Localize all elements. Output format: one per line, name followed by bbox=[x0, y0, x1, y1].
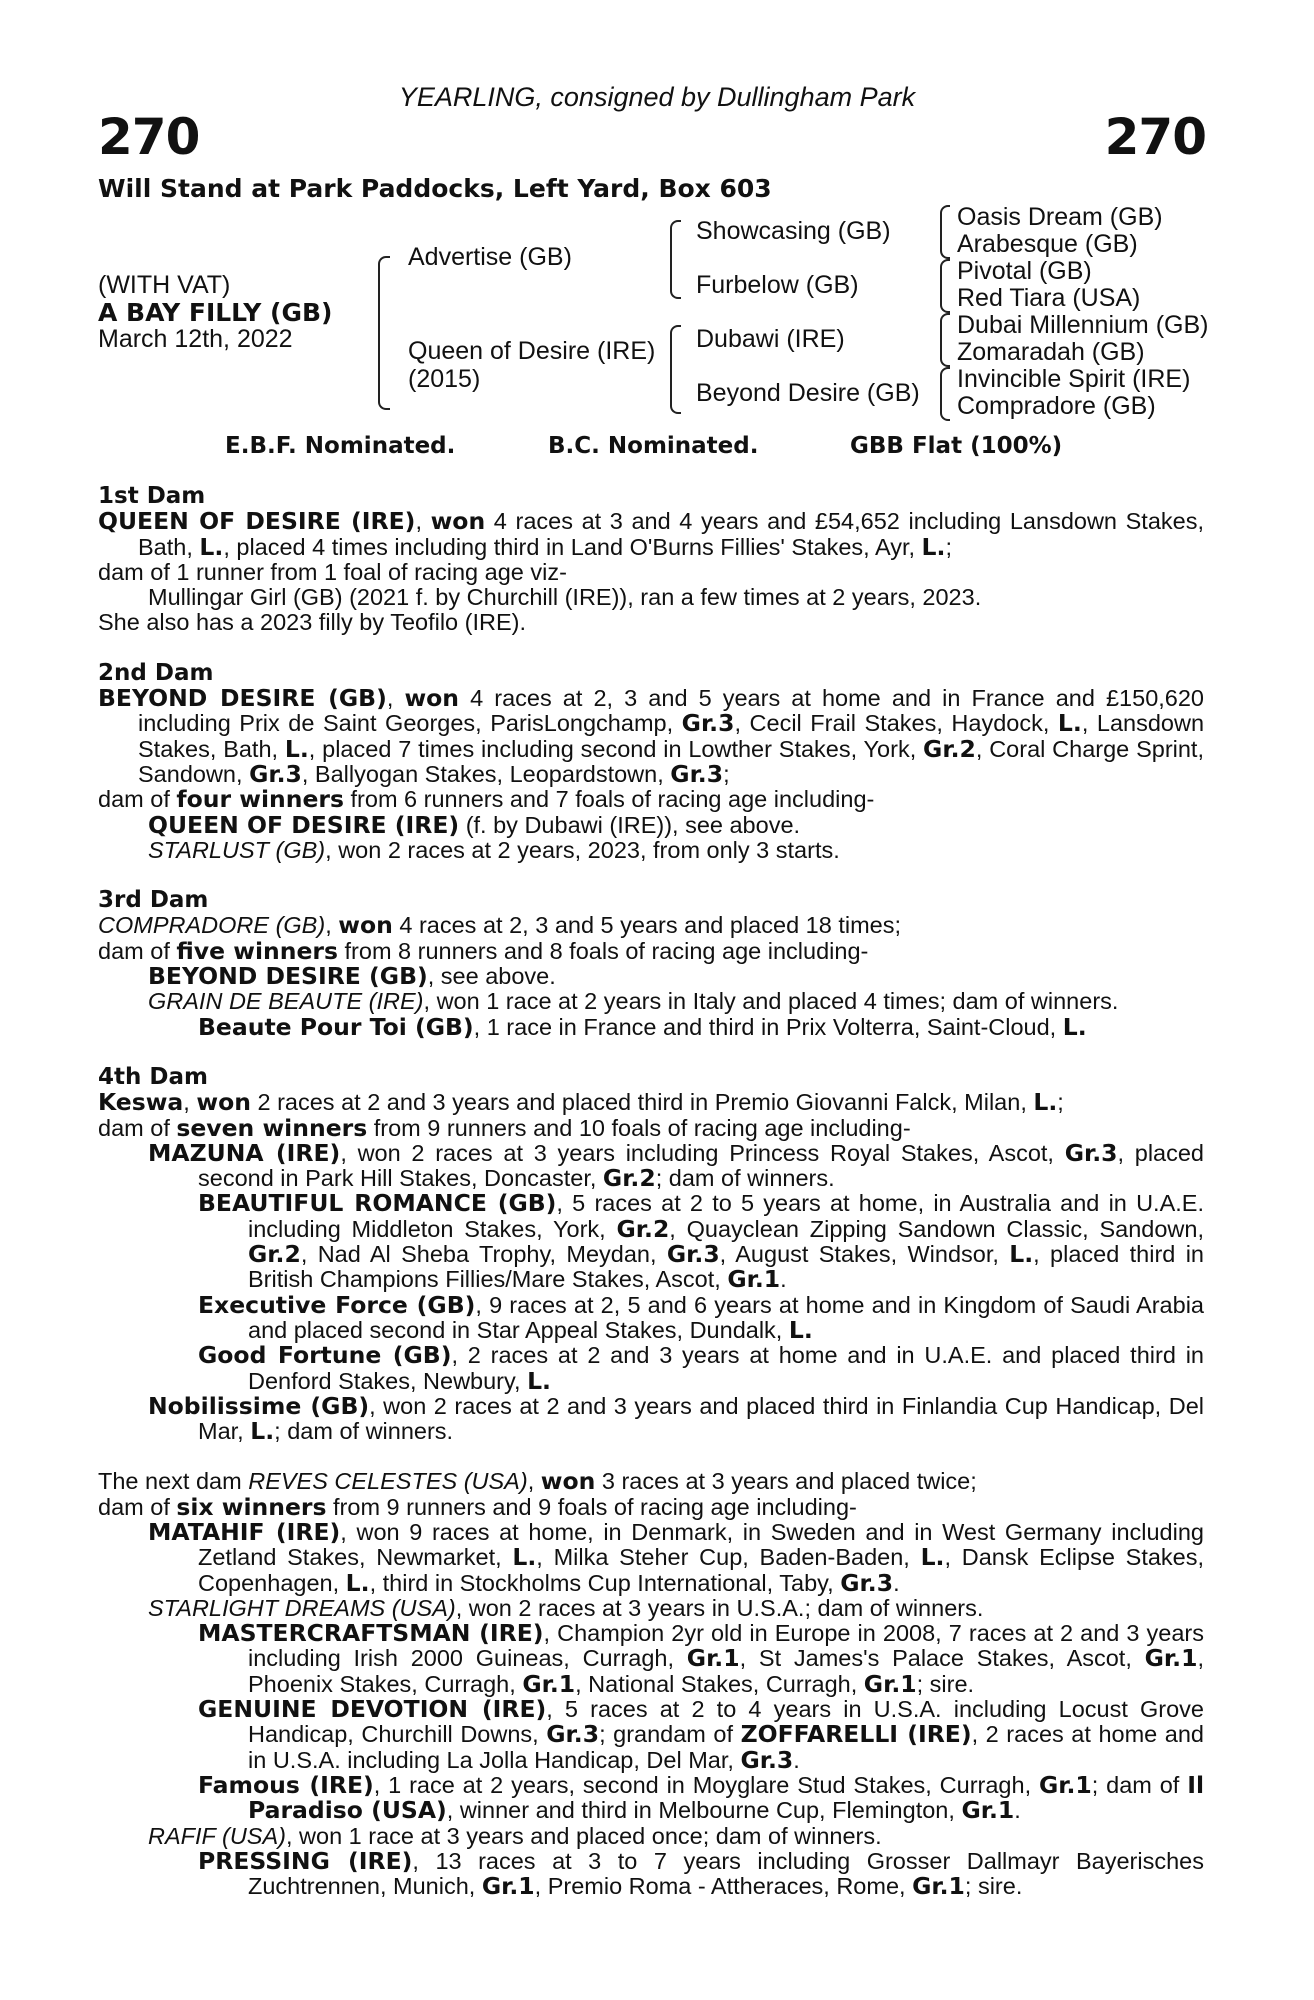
bold-text: won bbox=[338, 911, 393, 940]
bold-text: PRESSING (IRE) bbox=[198, 1846, 413, 1875]
text-run: , Premio Roma - Attheraces, Rome, bbox=[534, 1873, 913, 1900]
text-run: Mullingar Girl (GB) (2021 f. by Churchill (IRE)), ran a few times at 2 years, 2023. bbox=[148, 584, 982, 611]
bold-text: Keswa bbox=[98, 1088, 184, 1117]
bold-text: MAZUNA (IRE) bbox=[148, 1138, 341, 1167]
bold-text: Gr.2 bbox=[923, 734, 976, 763]
dam-dam: Beyond Desire (GB) bbox=[696, 379, 920, 407]
record-paragraph bbox=[98, 686, 1204, 787]
brace-sire bbox=[670, 220, 681, 299]
bold-text: Famous (IRE) bbox=[198, 1770, 374, 1799]
text-run: ; bbox=[723, 760, 730, 787]
brace-g4-1 bbox=[940, 205, 950, 259]
bold-text: L. bbox=[920, 1543, 945, 1572]
text-run: ; grandam of bbox=[599, 1721, 741, 1748]
ancestor-3: Pivotal (GB) bbox=[957, 257, 1092, 285]
record-paragraph bbox=[98, 1492, 1204, 1521]
text-run: , Dansk Eclipse Stakes, Copenhagen, bbox=[198, 1544, 1205, 1596]
record-paragraph bbox=[98, 1824, 1204, 1849]
dam-heading: 1st Dam bbox=[98, 483, 206, 509]
bold-text: Gr.1 bbox=[1144, 1644, 1198, 1673]
bold-text: Gr.1 bbox=[481, 1872, 535, 1901]
italic-text: REVES CELESTES (USA) bbox=[248, 1468, 528, 1495]
ancestor-4: Red Tiara (USA) bbox=[957, 284, 1141, 312]
ancestor-1: Oasis Dream (GB) bbox=[957, 203, 1163, 231]
record-paragraph bbox=[98, 1846, 1204, 1901]
section-gap bbox=[98, 1444, 1204, 1469]
consignment-line: YEARLING, consigned by Dullingham Park bbox=[398, 82, 916, 112]
bold-text: won bbox=[430, 507, 486, 536]
bold-text: Gr.1 bbox=[912, 1872, 965, 1901]
bold-text: GENUINE DEVOTION (IRE) bbox=[198, 1695, 547, 1724]
dam-line-content bbox=[98, 484, 1204, 1899]
bold-text: QUEEN OF DESIRE (IRE) bbox=[148, 810, 460, 839]
record-paragraph bbox=[98, 1012, 1204, 1041]
text-run: , 2 races at 2 and 3 years at home and in U.A.E. and placed third in Denford Stakes, Newbury, bbox=[248, 1342, 1204, 1394]
text-run: , third in Stockholms Cup International, Taby, bbox=[369, 1569, 841, 1596]
record-paragraph bbox=[98, 1596, 1204, 1621]
text-run: , bbox=[325, 912, 339, 939]
italic-text: COMPRADORE (GB) bbox=[98, 912, 326, 939]
text-run: , see above. bbox=[427, 963, 556, 990]
ancestor-2: Arabesque (GB) bbox=[957, 230, 1138, 258]
bold-text: four winners bbox=[176, 785, 344, 814]
text-run: , 1 race in France and third in Prix Volterra, Saint-Cloud, bbox=[473, 1013, 1063, 1040]
bold-text: five winners bbox=[176, 936, 338, 965]
text-run: ; dam of winners. bbox=[655, 1165, 835, 1192]
record-paragraph bbox=[98, 1469, 1204, 1494]
section-gap bbox=[98, 636, 1204, 661]
bold-text: Gr.1 bbox=[1038, 1770, 1092, 1799]
text-run: , won 1 race at 2 years in Italy and placed 4 times; dam of winners. bbox=[423, 988, 1119, 1015]
bold-text: six winners bbox=[176, 1492, 327, 1521]
text-run: from 9 runners and 10 foals of racing age including- bbox=[367, 1114, 911, 1141]
text-run: , St James's Palace Stakes, Ascot, bbox=[739, 1645, 1145, 1672]
dam-year: (2015) bbox=[408, 365, 481, 393]
ancestor-6: Zomaradah (GB) bbox=[957, 338, 1145, 366]
bold-text: L. bbox=[788, 1315, 813, 1344]
record-paragraph bbox=[98, 1697, 1204, 1773]
italic-text: GRAIN DE BEAUTE (IRE) bbox=[148, 988, 424, 1015]
brace-g4-4 bbox=[940, 367, 950, 421]
bold-text: L. bbox=[512, 1543, 537, 1572]
text-run: , bbox=[527, 1468, 541, 1495]
ancestor-7: Invincible Spirit (IRE) bbox=[957, 365, 1191, 393]
text-run: , Coral Charge Sprint, Sandown, bbox=[138, 735, 1204, 787]
bold-text: won bbox=[540, 1467, 596, 1496]
bold-text: Gr.1 bbox=[961, 1796, 1015, 1825]
text-run: 2 races at 2 and 3 years and placed third in Premio Giovanni Falck, Milan, bbox=[250, 1089, 1034, 1116]
record-paragraph bbox=[98, 1113, 1204, 1142]
bold-text: L. bbox=[1009, 1240, 1034, 1269]
record-paragraph bbox=[98, 1090, 1204, 1115]
text-run: , placed third in British Champions Fillies/Mare Stakes, Ascot, bbox=[248, 1241, 1204, 1293]
text-run: from 8 runners and 8 foals of racing age including- bbox=[337, 937, 869, 964]
section-gap bbox=[98, 863, 1204, 888]
bold-text: Gr.2 bbox=[248, 1240, 301, 1269]
text-run: . bbox=[793, 1746, 800, 1773]
text-run: , bbox=[183, 1089, 197, 1116]
bold-text: L. bbox=[921, 532, 946, 561]
text-run: (f. by Dubawi (IRE)), see above. bbox=[459, 811, 801, 838]
text-run: 4 races at 2, 3 and 5 years and placed 18 times; bbox=[392, 912, 902, 939]
foaling-date: March 12th, 2022 bbox=[98, 325, 293, 353]
record-paragraph bbox=[98, 1621, 1204, 1697]
text-run: dam of bbox=[98, 937, 177, 964]
bc-nomination: B.C. Nominated. bbox=[548, 433, 759, 459]
dam-heading: 2nd Dam bbox=[98, 659, 214, 686]
ancestor-8: Compradore (GB) bbox=[957, 392, 1156, 420]
bold-text: ZOFFARELLI (IRE) bbox=[740, 1720, 972, 1749]
text-run: , 13 races at 3 to 7 years including Grosser Dallmayr Bayerisches Zuchtrennen, Munich, bbox=[248, 1847, 1204, 1900]
bold-text: Gr.3 bbox=[546, 1720, 600, 1749]
text-run: dam of bbox=[98, 1114, 177, 1141]
dam-name: Queen of Desire (IRE) bbox=[408, 337, 656, 365]
bold-text: Gr.3 bbox=[670, 759, 724, 788]
bold-text: Gr.3 bbox=[1064, 1138, 1118, 1167]
bold-text: L. bbox=[1033, 1088, 1058, 1117]
sire-sire: Showcasing (GB) bbox=[696, 217, 891, 245]
text-run: , won 9 races at home, in Denmark, in Sweden and in West Germany including Zetland Stakes, Newmarket, bbox=[198, 1518, 1204, 1571]
text-run: , Champion 2yr old in Europe in 2008, 7 races at 2 and 3 years including Irish 2000 Guineas, Curragh, bbox=[248, 1620, 1204, 1672]
text-run: , Quayclean Zipping Sandown Classic, Sandown, bbox=[669, 1215, 1204, 1242]
text-run: , won 2 races at 2 years, 2023, from only 3 starts. bbox=[325, 836, 840, 863]
bold-text: Gr.2 bbox=[616, 1214, 670, 1243]
text-run: from 9 runners and 9 foals of racing age including- bbox=[326, 1493, 857, 1520]
text-run: , placed 7 times including second in Lowther Stakes, York, bbox=[308, 735, 924, 762]
record-paragraph bbox=[98, 610, 1204, 635]
bold-text: BEYOND DESIRE (GB) bbox=[98, 684, 387, 713]
dam-sire: Dubawi (IRE) bbox=[696, 325, 845, 353]
record-paragraph bbox=[98, 989, 1204, 1014]
text-run: , Nad Al Sheba Trophy, Meydan, bbox=[300, 1241, 667, 1268]
sire-dam: Furbelow (GB) bbox=[696, 271, 859, 299]
text-run: 4 races at 3 and 4 years and £54,652 including Lansdown Stakes, Bath, bbox=[138, 508, 1204, 560]
text-run: , won 2 races at 2 and 3 years and placed third in Finlandia Cup Handicap, Del Mar, bbox=[198, 1392, 1204, 1445]
stand-location: Will Stand at Park Paddocks, Left Yard, Box 603 bbox=[98, 174, 772, 203]
bold-text: Gr.3 bbox=[249, 759, 302, 788]
bold-text: L. bbox=[527, 1366, 551, 1395]
bold-text: Gr.1 bbox=[727, 1265, 781, 1294]
text-run: , 9 races at 2, 5 and 6 years at home and in Kingdom of Saudi Arabia and placed second in Star Appeal Stakes, Dundalk, bbox=[248, 1291, 1204, 1343]
text-run: 3 races at 3 years and placed twice; bbox=[595, 1468, 977, 1495]
text-run: , won 2 races at 3 years including Princess Royal Stakes, Ascot, bbox=[340, 1139, 1065, 1166]
ebf-nomination: E.B.F. Nominated. bbox=[225, 433, 456, 459]
text-run: ; bbox=[945, 533, 952, 560]
bold-text: MASTERCRAFTSMAN (IRE) bbox=[198, 1619, 544, 1648]
text-run: ; bbox=[1057, 1089, 1064, 1116]
record-paragraph bbox=[98, 1517, 1205, 1597]
dam-heading: 4th Dam bbox=[98, 1063, 208, 1090]
text-run: , placed second in Park Hill Stakes, Doncaster, bbox=[198, 1139, 1205, 1192]
bold-text: L. bbox=[250, 1417, 275, 1446]
record-paragraph bbox=[98, 810, 1204, 839]
bold-text: won bbox=[404, 684, 460, 713]
brace-gen1 bbox=[378, 256, 390, 410]
bold-text: Gr.3 bbox=[666, 1240, 720, 1269]
text-run: ; sire. bbox=[964, 1873, 1023, 1900]
text-run: dam of bbox=[98, 786, 177, 813]
text-run: , 5 races at 2 to 4 years in U.S.A. including Locust Grove Handicap, Churchill Downs, bbox=[248, 1696, 1204, 1748]
text-run: . bbox=[893, 1569, 900, 1596]
bold-text: won bbox=[196, 1088, 251, 1117]
section-gap bbox=[98, 1040, 1204, 1065]
record-paragraph bbox=[98, 936, 1204, 965]
record-paragraph bbox=[98, 838, 1204, 863]
text-run: , placed 4 times including third in Land O'Burns Fillies' Stakes, Ayr, bbox=[223, 533, 922, 560]
dam-heading: 3rd Dam bbox=[98, 887, 209, 914]
lot-number-right: 270 bbox=[1104, 108, 1206, 166]
bold-text: L. bbox=[1062, 1012, 1087, 1041]
record-paragraph bbox=[98, 585, 1204, 610]
text-run: . bbox=[780, 1266, 787, 1293]
text-run: ; sire. bbox=[916, 1670, 975, 1697]
text-run: , August Stakes, Windsor, bbox=[719, 1241, 1010, 1268]
bold-text: Executive Force (GB) bbox=[198, 1290, 476, 1319]
text-run: , Phoenix Stakes, Curragh, bbox=[248, 1645, 1204, 1697]
record-paragraph bbox=[98, 1191, 1204, 1292]
text-run: The next dam bbox=[98, 1468, 249, 1495]
bold-text: Gr.3 bbox=[840, 1568, 894, 1597]
brace-g4-3 bbox=[940, 313, 950, 367]
text-run: , National Stakes, Curragh, bbox=[575, 1670, 864, 1697]
text-run: , won 2 races at 3 years in U.S.A.; dam of winners. bbox=[455, 1594, 984, 1621]
bold-text: Beaute Pour Toi (GB) bbox=[198, 1012, 474, 1041]
text-run: dam of bbox=[98, 1493, 177, 1520]
text-run: She also has a 2023 filly by Teofilo (IRE). bbox=[98, 609, 527, 636]
bold-text: L. bbox=[1057, 709, 1082, 738]
text-run: ; dam of bbox=[1091, 1771, 1188, 1798]
horse-name: A BAY FILLY (GB) bbox=[98, 298, 333, 327]
sire-name: Advertise (GB) bbox=[408, 243, 572, 271]
record-paragraph bbox=[98, 913, 1204, 938]
bold-text: Good Fortune (GB) bbox=[198, 1341, 452, 1370]
record-paragraph bbox=[98, 1290, 1204, 1344]
text-run: . bbox=[1014, 1797, 1021, 1824]
bold-text: L. bbox=[284, 734, 309, 763]
record-paragraph bbox=[98, 1391, 1204, 1446]
record-paragraph bbox=[98, 787, 1204, 812]
bold-text: Il Paradiso (USA) bbox=[248, 1770, 1205, 1825]
text-run: , Milka Steher Cup, Baden-Baden, bbox=[536, 1544, 921, 1571]
brace-dam bbox=[670, 325, 681, 414]
text-run: dam of 1 runner from 1 foal of racing age viz- bbox=[98, 558, 567, 585]
bold-text: MATAHIF (IRE) bbox=[148, 1517, 341, 1546]
text-run: 4 races at 2, 3 and 5 years at home and in France and £150,620 including Prix de Saint Georges, ParisLongchamp, bbox=[138, 685, 1204, 737]
record-paragraph bbox=[98, 509, 1204, 560]
record-paragraph bbox=[98, 964, 1204, 989]
text-run: , 2 races at home and in U.S.A. including La Jolla Handicap, Del Mar, bbox=[248, 1721, 1204, 1773]
text-run: , Lansdown Stakes, Bath, bbox=[138, 710, 1205, 762]
lot-number-left: 270 bbox=[98, 108, 200, 166]
italic-text: STARLUST (GB) bbox=[148, 836, 326, 863]
italic-text: RAFIF (USA) bbox=[148, 1822, 286, 1849]
bold-text: Nobilissime (GB) bbox=[148, 1391, 370, 1420]
italic-text: STARLIGHT DREAMS (USA) bbox=[148, 1594, 456, 1621]
bold-text: Gr.1 bbox=[522, 1669, 576, 1698]
vat-label: (WITH VAT) bbox=[98, 271, 231, 299]
bold-text: BEYOND DESIRE (GB) bbox=[148, 962, 428, 991]
bold-text: Gr.3 bbox=[681, 709, 735, 738]
record-paragraph bbox=[98, 560, 1204, 585]
text-run: , bbox=[415, 508, 431, 535]
text-run: , 5 races at 2 to 5 years at home, in Australia and in U.A.E. including Middleton Stakes, York, bbox=[248, 1190, 1204, 1242]
bold-text: Gr.1 bbox=[686, 1644, 740, 1673]
bold-text: L. bbox=[199, 532, 224, 561]
text-run: ; dam of winners. bbox=[274, 1418, 454, 1445]
record-paragraph bbox=[98, 1770, 1205, 1825]
text-run: , Cecil Frail Stakes, Haydock, bbox=[734, 710, 1058, 737]
text-run: , bbox=[386, 685, 405, 712]
bold-text: seven winners bbox=[176, 1113, 368, 1142]
gbb-flat: GBB Flat (100%) bbox=[850, 433, 1063, 459]
text-run: , winner and third in Melbourne Cup, Flemington, bbox=[446, 1797, 962, 1824]
record-paragraph bbox=[98, 1343, 1204, 1394]
ancestor-5: Dubai Millennium (GB) bbox=[957, 311, 1209, 339]
record-paragraph bbox=[98, 1138, 1205, 1193]
text-run: , won 1 race at 3 years and placed once; dam of winners. bbox=[285, 1822, 882, 1849]
text-run: , Ballyogan Stakes, Leopardstown, bbox=[301, 760, 671, 787]
bold-text: L. bbox=[345, 1568, 370, 1597]
bold-text: Gr.1 bbox=[863, 1669, 917, 1698]
bold-text: QUEEN OF DESIRE (IRE) bbox=[98, 507, 416, 536]
bold-text: Gr.2 bbox=[602, 1164, 656, 1193]
text-run: from 6 runners and 7 foals of racing age including- bbox=[344, 786, 875, 813]
bold-text: Gr.3 bbox=[740, 1745, 794, 1774]
bold-text: BEAUTIFUL ROMANCE (GB) bbox=[198, 1189, 557, 1218]
text-run: , 1 race at 2 years, second in Moyglare Stud Stakes, Curragh, bbox=[373, 1771, 1039, 1798]
brace-g4-2 bbox=[940, 259, 950, 313]
